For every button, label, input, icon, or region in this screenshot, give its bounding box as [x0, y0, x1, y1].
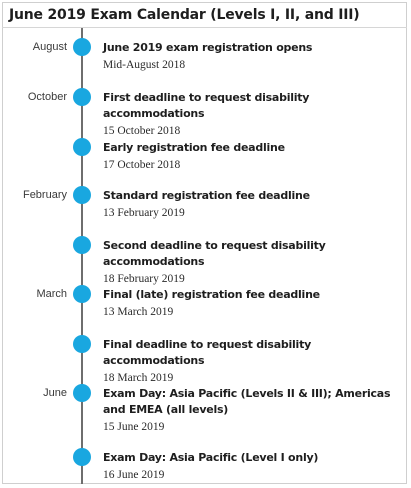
event-date: 15 June 2019	[103, 421, 165, 433]
timeline-dot-icon	[73, 236, 91, 254]
event-description	[103, 386, 403, 435]
timeline-dot-icon	[73, 384, 91, 402]
event-date: Mid-August 2018	[103, 59, 186, 71]
timeline-dot-icon	[73, 335, 91, 353]
event-month: February	[22, 189, 67, 201]
timeline-event	[0, 446, 411, 486]
timeline-event	[0, 234, 411, 285]
timeline-dot-icon	[73, 285, 91, 303]
event-date: 15 October 2018	[103, 125, 181, 137]
event-description	[103, 337, 403, 386]
timeline-dot-icon	[73, 186, 91, 204]
event-description	[103, 450, 403, 483]
event-date: 18 February 2019	[103, 273, 185, 285]
event-month: March	[36, 288, 67, 300]
event-description	[103, 140, 403, 173]
event-description	[103, 188, 403, 221]
timeline-event	[0, 283, 411, 323]
title-divider	[2, 27, 407, 28]
event-title: June 2019 exam registration opens	[103, 41, 313, 54]
timeline-event	[0, 382, 411, 433]
timeline-event	[0, 86, 411, 137]
timeline-event	[0, 184, 411, 224]
event-month: June	[43, 387, 67, 399]
event-title: First deadline to request disability accommodations	[103, 91, 310, 120]
event-title: Final deadline to request disability accommodations	[103, 338, 311, 367]
event-date: 17 October 2018	[103, 159, 181, 171]
event-description	[103, 287, 403, 320]
event-date: 18 March 2019	[103, 372, 174, 384]
event-title: Exam Day: Asia Pacific (Levels II & III); Americas and EMEA (all levels)	[103, 387, 391, 416]
event-title: Second deadline to request disability accommodations	[103, 239, 326, 268]
event-description	[103, 40, 403, 73]
event-description	[103, 238, 403, 287]
timeline-dot-icon	[73, 88, 91, 106]
event-date: 13 February 2019	[103, 207, 185, 219]
calendar-title: June 2019 Exam Calendar (Levels I, II, and III)	[9, 7, 360, 23]
timeline-dot-icon	[73, 138, 91, 156]
event-description	[103, 90, 403, 139]
event-month: October	[27, 91, 67, 103]
event-title: Final (late) registration fee deadline	[103, 288, 320, 301]
event-title: Standard registration fee deadline	[103, 189, 310, 202]
timeline-event	[0, 333, 411, 384]
timeline-event	[0, 136, 411, 176]
event-date: 16 June 2019	[103, 469, 165, 481]
event-date: 13 March 2019	[103, 306, 174, 318]
event-title: Early registration fee deadline	[103, 141, 285, 154]
timeline-event	[0, 36, 411, 76]
event-title: Exam Day: Asia Pacific (Level I only)	[103, 451, 319, 464]
event-month: August	[32, 41, 67, 53]
timeline-dot-icon	[73, 448, 91, 466]
timeline-dot-icon	[73, 38, 91, 56]
